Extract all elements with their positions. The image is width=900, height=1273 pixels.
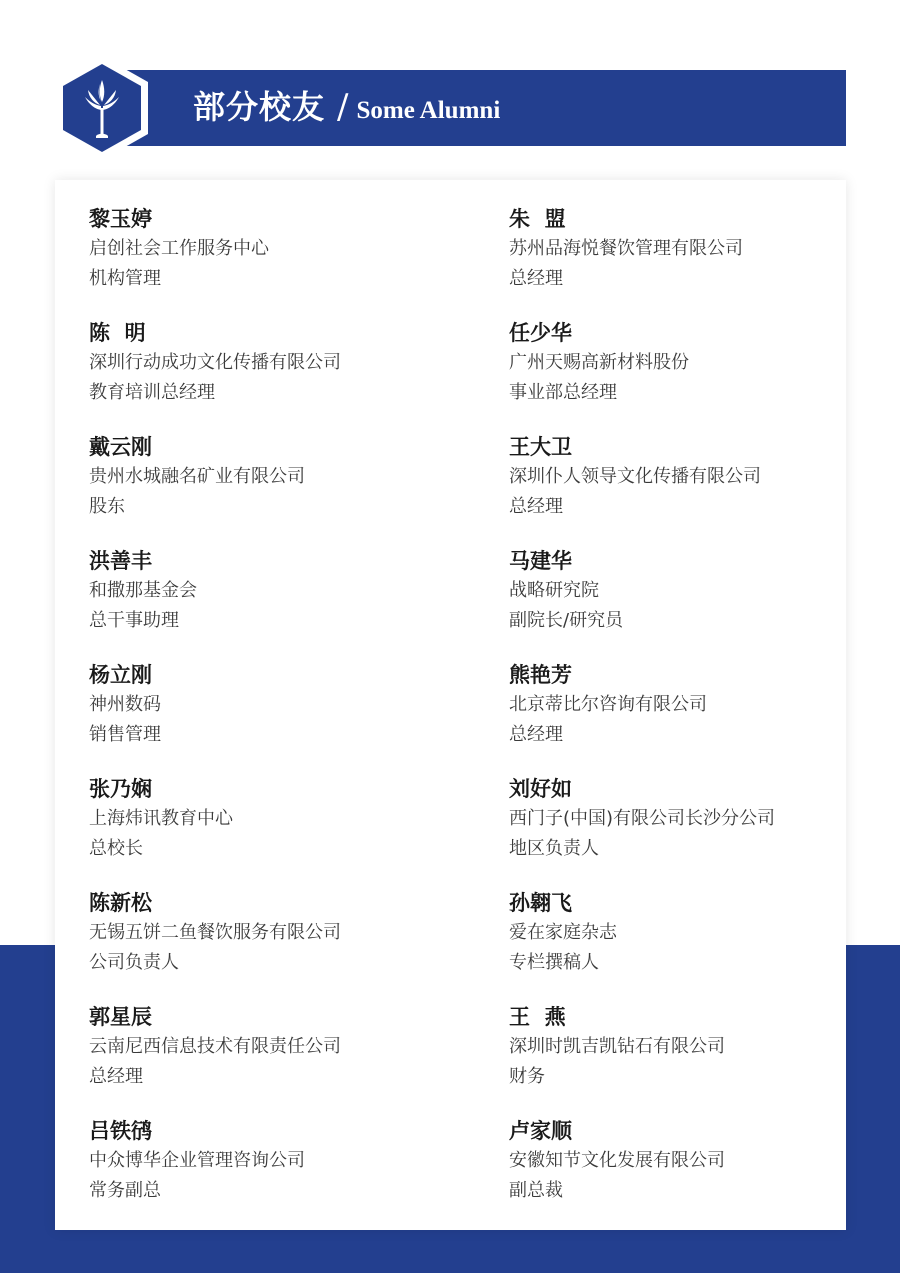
alumni-name: 王大卫 <box>509 435 572 459</box>
alumni-entry <box>89 660 429 750</box>
alumni-organization: 广州天赐高新材料股份 <box>509 352 689 373</box>
title-chinese: 部分校友 <box>193 88 326 126</box>
alumni-name: 陈新松 <box>89 891 152 915</box>
alumni-name: 郭星辰 <box>89 1005 152 1029</box>
alumni-position: 常务副总 <box>89 1180 161 1201</box>
alumni-position: 总经理 <box>509 268 563 289</box>
alumni-name: 卢家顺 <box>509 1119 572 1143</box>
alumni-position: 总经理 <box>509 496 563 517</box>
alumni-name: 戴云刚 <box>89 435 152 459</box>
alumni-organization: 深圳仆人领导文化传播有限公司 <box>509 466 761 487</box>
alumni-organization: 贵州水城融名矿业有限公司 <box>89 466 305 487</box>
alumni-organization: 云南尼西信息技术有限责任公司 <box>89 1036 341 1057</box>
alumni-organization: 深圳行动成功文化传播有限公司 <box>89 352 341 373</box>
alumni-organization: 启创社会工作服务中心 <box>89 238 269 259</box>
alumni-name: 熊艳芳 <box>509 663 572 687</box>
alumni-name: 黎玉婷 <box>89 207 152 231</box>
alumni-organization: 北京蒂比尔咨询有限公司 <box>509 694 707 715</box>
alumni-organization: 深圳时凯吉凯钻石有限公司 <box>509 1036 725 1057</box>
alumni-position: 地区负责人 <box>509 838 599 859</box>
alumni-entry <box>509 432 849 522</box>
alumni-organization: 中众博华企业管理咨询公司 <box>89 1150 305 1171</box>
alumni-position: 专栏撰稿人 <box>509 952 599 973</box>
alumni-entry <box>509 1116 849 1206</box>
alumni-card <box>55 180 846 1230</box>
alumni-entry <box>509 318 849 408</box>
alumni-entry <box>89 204 429 294</box>
alumni-name: 朱 盟 <box>509 207 566 231</box>
alumni-entry <box>509 660 849 750</box>
alumni-organization: 战略研究院 <box>509 580 599 601</box>
alumni-position: 销售管理 <box>89 724 161 745</box>
alumni-entry <box>509 888 849 978</box>
alumni-organization: 西门子(中国)有限公司长沙分公司 <box>509 808 776 829</box>
alumni-organization: 苏州品海悦餐饮管理有限公司 <box>509 238 743 259</box>
alumni-organization: 无锡五饼二鱼餐饮服务有限公司 <box>89 922 341 943</box>
alumni-organization: 上海炜讯教育中心 <box>89 808 233 829</box>
alumni-entry <box>89 774 429 864</box>
alumni-entry <box>509 204 849 294</box>
alumni-entry <box>89 318 429 408</box>
alumni-entry <box>509 546 849 636</box>
alumni-position: 总经理 <box>509 724 563 745</box>
alumni-entry <box>89 546 429 636</box>
alumni-name: 刘好如 <box>509 777 572 801</box>
alumni-position: 总经理 <box>89 1066 143 1087</box>
alumni-position: 事业部总经理 <box>509 382 617 403</box>
alumni-position: 副总裁 <box>509 1180 563 1201</box>
alumni-organization: 安徽知节文化发展有限公司 <box>509 1150 725 1171</box>
alumni-name: 杨立刚 <box>89 663 152 687</box>
alumni-entry <box>89 1002 429 1092</box>
alumni-position: 总校长 <box>89 838 143 859</box>
alumni-name: 陈 明 <box>89 321 146 345</box>
alumni-position: 公司负责人 <box>89 952 179 973</box>
alumni-position: 副院长/研究员 <box>509 610 624 631</box>
alumni-name: 孙翱飞 <box>509 891 572 915</box>
alumni-position: 机构管理 <box>89 268 161 289</box>
alumni-name: 马建华 <box>509 549 572 573</box>
alumni-organization: 爱在家庭杂志 <box>509 922 617 943</box>
tulip-emblem-icon <box>52 54 152 162</box>
title-separator: / <box>337 87 349 127</box>
alumni-name: 洪善丰 <box>89 549 152 573</box>
alumni-name: 王 燕 <box>509 1005 566 1029</box>
alumni-name: 吕铁鸻 <box>89 1119 152 1143</box>
alumni-position: 总干事助理 <box>89 610 179 631</box>
title-english: Some Alumni <box>356 97 501 124</box>
alumni-position: 财务 <box>509 1066 545 1087</box>
alumni-organization: 神州数码 <box>89 694 161 715</box>
alumni-entry <box>89 1116 429 1206</box>
alumni-name: 张乃娴 <box>89 777 152 801</box>
page-title <box>193 82 500 132</box>
alumni-entry <box>89 888 429 978</box>
alumni-name: 任少华 <box>509 321 572 345</box>
alumni-entry <box>509 774 849 864</box>
alumni-organization: 和撒那基金会 <box>89 580 197 601</box>
alumni-position: 教育培训总经理 <box>89 382 215 403</box>
alumni-entry <box>89 432 429 522</box>
alumni-entry <box>509 1002 849 1092</box>
alumni-position: 股东 <box>89 496 125 517</box>
